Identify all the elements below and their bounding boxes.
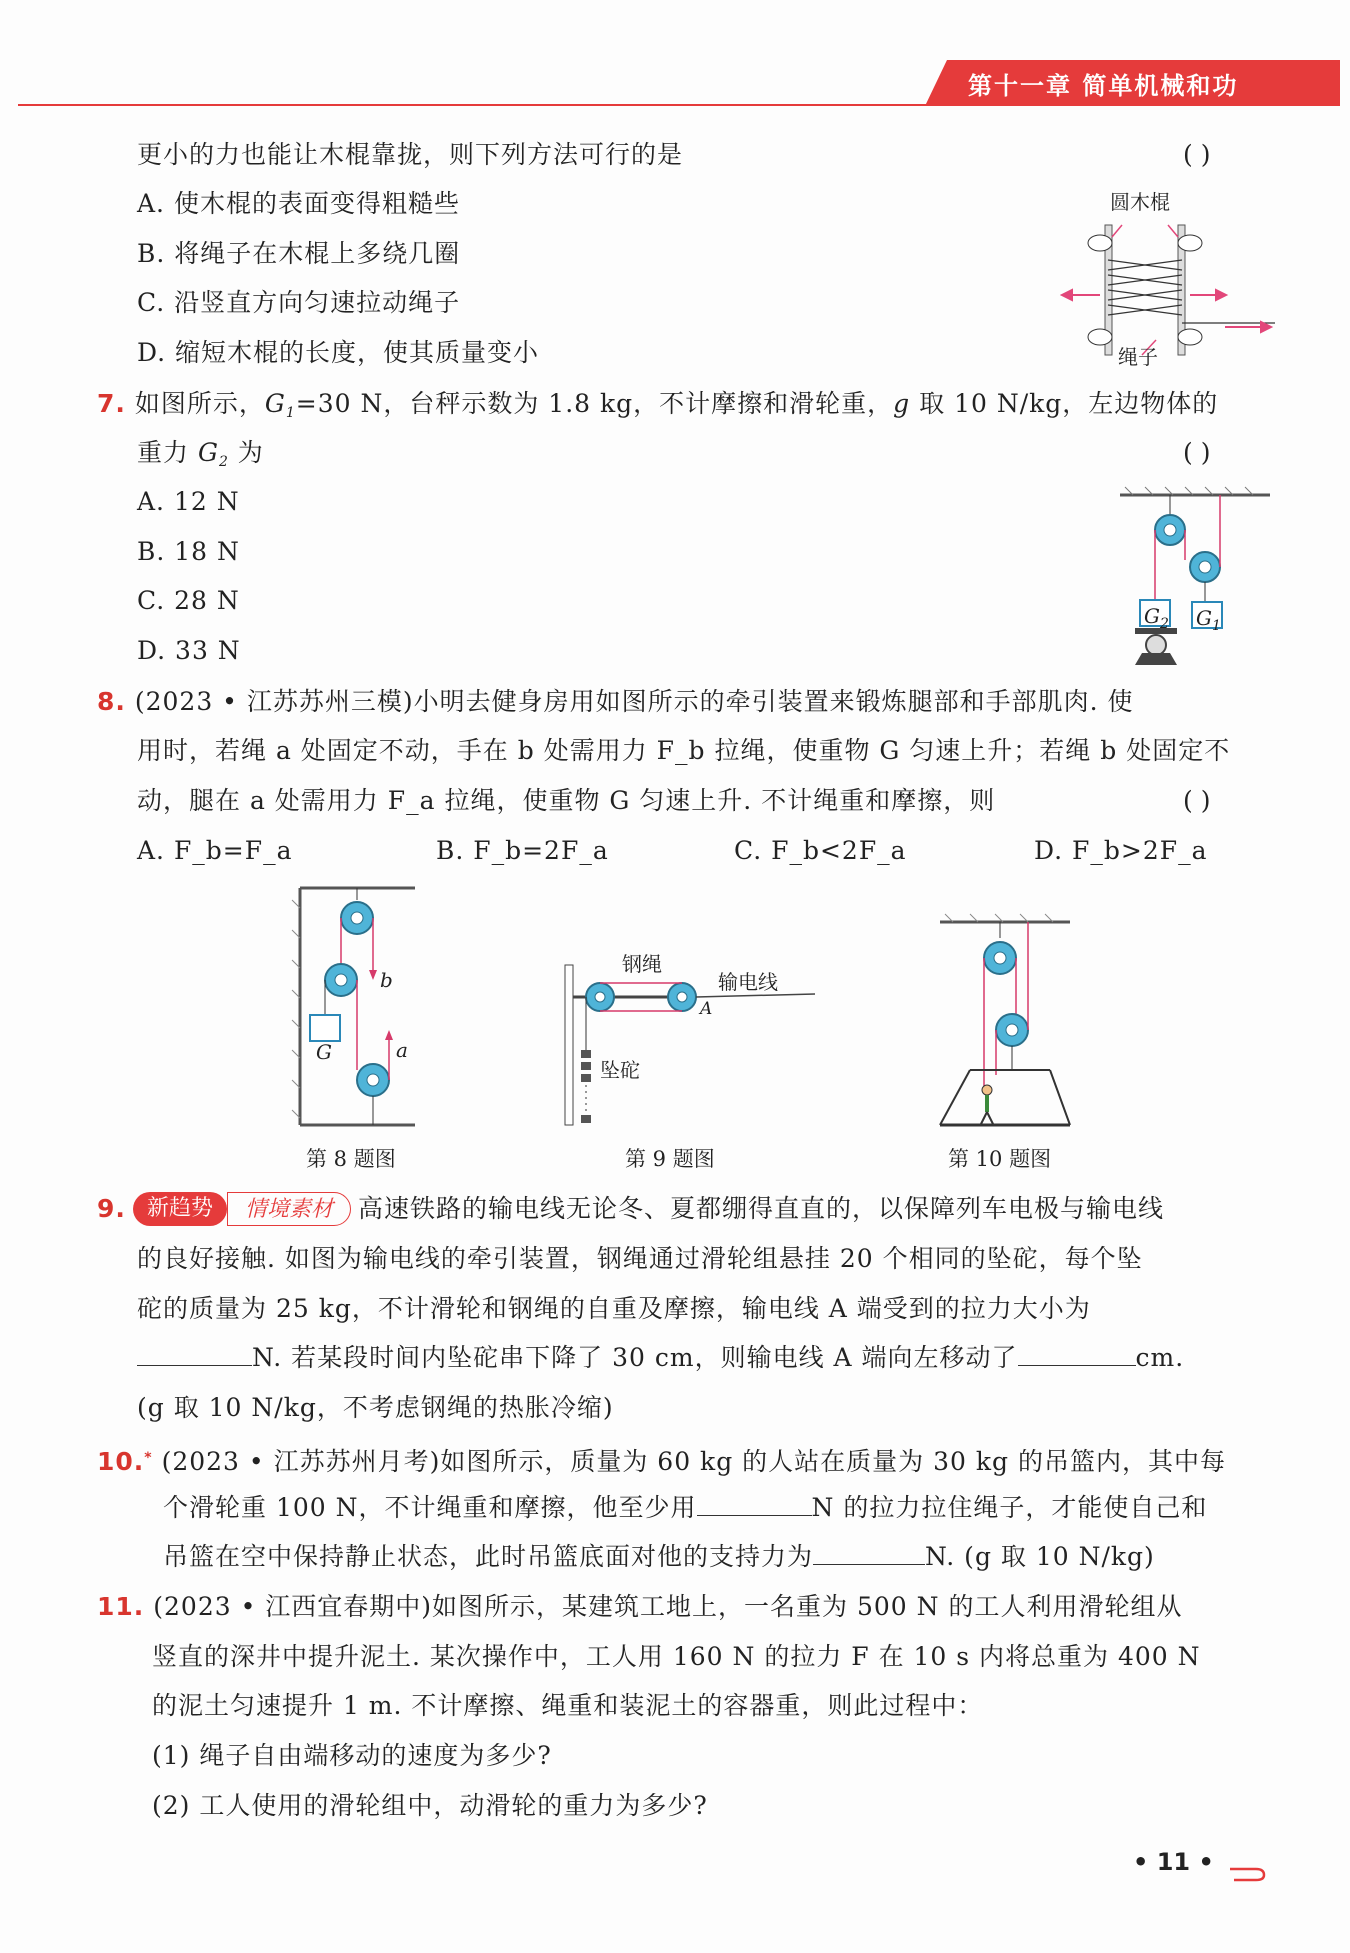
q11-stem-line2: 竖直的深井中提升泥土. 某次操作中，工人用 160 N 的拉力 F 在 10 s 内将总重为 400 N <box>152 1642 1201 1671</box>
fig8-label-b: b <box>380 968 393 992</box>
page-number: • 11 • <box>1133 1848 1214 1876</box>
q8-stem-line1: 8. (2023 • 江苏苏州三模)小明去健身房用如图所示的牵引装置来锻炼腿部和手部肌肉. 使 <box>97 687 1134 716</box>
fig10-basket-pulleys <box>930 910 1080 1130</box>
fig9-rail-tension-device <box>560 950 820 1130</box>
fig9-label-weight: 坠砣 <box>600 1058 640 1082</box>
q6-figure-sticks-rope <box>1060 215 1280 365</box>
q6-option-d[interactable]: D. 缩短木棍的长度，使其质量变小 <box>137 338 540 367</box>
q6-stem: 更小的力也能让木棍靠拢，则下列方法可行的是 <box>137 140 684 169</box>
q9-blank-1[interactable] <box>137 1341 252 1366</box>
q6-option-a[interactable]: A. 使木棍的表面变得粗糙些 <box>137 189 460 218</box>
q7-stem-line1: 7. 如图所示，$G_1=30$ N，台秤示数为 1.8 kg，不计摩擦和滑轮重，g 取 10 N/kg，左边物体的 <box>97 389 1219 421</box>
q8-option-b[interactable]: B. F_b=2F_a <box>436 836 609 865</box>
q8-answer-paren[interactable]: ( ) <box>1183 786 1211 815</box>
page-corner-arrow-icon <box>1228 1856 1268 1882</box>
q7-option-b[interactable]: B. 18 N <box>137 537 240 566</box>
q10-stem-line3: 吊篮在空中保持静止状态，此时吊篮底面对他的支持力为 N. (g 取 10 N/kg) <box>163 1542 1155 1571</box>
q7-label-g1: $G_1$ <box>1196 606 1221 634</box>
q8-option-d[interactable]: D. F_b>2F_a <box>1034 836 1208 865</box>
q7-option-a[interactable]: A. 12 N <box>137 487 240 516</box>
q9-stem-line3: 砣的质量为 25 kg，不计滑轮和钢绳的自重及摩擦，输电线 A 端受到的拉力大小为 <box>137 1294 1091 1323</box>
q10-blank-1[interactable] <box>697 1491 812 1516</box>
q7-option-d[interactable]: D. 33 N <box>137 636 241 665</box>
fig9-label-rope: 钢绳 <box>622 952 662 976</box>
q7-figure-pulleys-scale <box>1115 485 1275 680</box>
q6-label-rope: 绳子 <box>1118 345 1158 369</box>
fig8-caption: 第 8 题图 <box>306 1147 396 1171</box>
q6-option-b[interactable]: B. 将绳子在木棍上多绕几圈 <box>137 239 461 268</box>
q11-stem-line3: 的泥土匀速提升 1 m. 不计摩擦、绳重和装泥土的容器重，则此过程中： <box>152 1691 984 1720</box>
q9-stem-line4: N. 若某段时间内坠砣串下降了 30 cm，则输电线 A 端向左移动了 cm. <box>137 1341 1184 1375</box>
fig9-label-wire: 输电线 <box>718 970 778 994</box>
q8-stem-line3: 动，腿在 a 处需用力 F_a 拉绳，使重物 G 匀速上升. 不计绳重和摩擦，则 <box>137 786 996 815</box>
q9-tag-context: 情境素材 <box>227 1192 351 1226</box>
q11-stem-line1: 11. (2023 • 江西宜春期中)如图所示，某建筑工地上，一名重为 500 N 的工人利用滑轮组从 <box>97 1592 1183 1621</box>
q7-label-g2: $G_2$ <box>1144 604 1169 632</box>
fig8-label-g: G <box>316 1040 332 1064</box>
q9-stem-line5: (g 取 10 N/kg，不考虑钢绳的热胀冷缩) <box>137 1393 614 1422</box>
q9-number: 9. <box>97 1194 126 1223</box>
q9-blank-2[interactable] <box>1018 1341 1136 1366</box>
q8-option-c[interactable]: C. F_b<2F_a <box>734 836 907 865</box>
q11-subquestion-2: (2) 工人使用的滑轮组中，动滑轮的重力为多少? <box>152 1791 708 1820</box>
q8-option-a[interactable]: A. F_b=F_a <box>137 836 293 865</box>
q6-label-stick: 圆木棍 <box>1110 190 1170 214</box>
q7-option-c[interactable]: C. 28 N <box>137 586 240 615</box>
q10-blank-2[interactable] <box>813 1540 925 1565</box>
fig9-caption: 第 9 题图 <box>625 1147 715 1171</box>
q6-answer-paren[interactable]: ( ) <box>1183 140 1211 169</box>
q10-stem-line2: 个滑轮重 100 N，不计绳重和摩擦，他至少用 N 的拉力拉住绳子，才能使自己和 <box>163 1493 1208 1522</box>
q6-option-c[interactable]: C. 沿竖直方向匀速拉动绳子 <box>137 288 461 317</box>
q9-stem-line2: 的良好接触. 如图为输电线的牵引装置，钢绳通过滑轮组悬挂 20 个相同的坠砣，每个坠 <box>137 1244 1143 1273</box>
fig10-caption: 第 10 题图 <box>948 1147 1052 1171</box>
fig8-label-a: a <box>396 1038 408 1062</box>
q7-answer-paren[interactable]: ( ) <box>1183 438 1211 467</box>
fig9-label-a: A <box>700 999 713 1019</box>
q9-tag-trend: 新趋势 <box>133 1192 227 1226</box>
fig8-pulley-system <box>290 880 420 1130</box>
q9-stem-line1: 高速铁路的输电线无论冬、夏都绷得直直的，以保障列车电极与输电线 <box>358 1194 1165 1223</box>
q10-stem-line1: 10.* (2023 • 江苏苏州月考)如图所示，质量为 60 kg 的人站在质量为 30 kg 的吊篮内，其中每 <box>97 1447 1226 1476</box>
q11-subquestion-1: (1) 绳子自由端移动的速度为多少? <box>152 1741 552 1770</box>
chapter-title: 第十一章 简单机械和功 <box>968 72 1239 100</box>
q7-stem-line2: 重力 $G_2$ 为 <box>137 438 264 470</box>
q8-stem-line2: 用时，若绳 a 处固定不动，手在 b 处需用力 F_b 拉绳，使重物 G 匀速上升；若绳 b 处固定不 <box>137 736 1231 765</box>
